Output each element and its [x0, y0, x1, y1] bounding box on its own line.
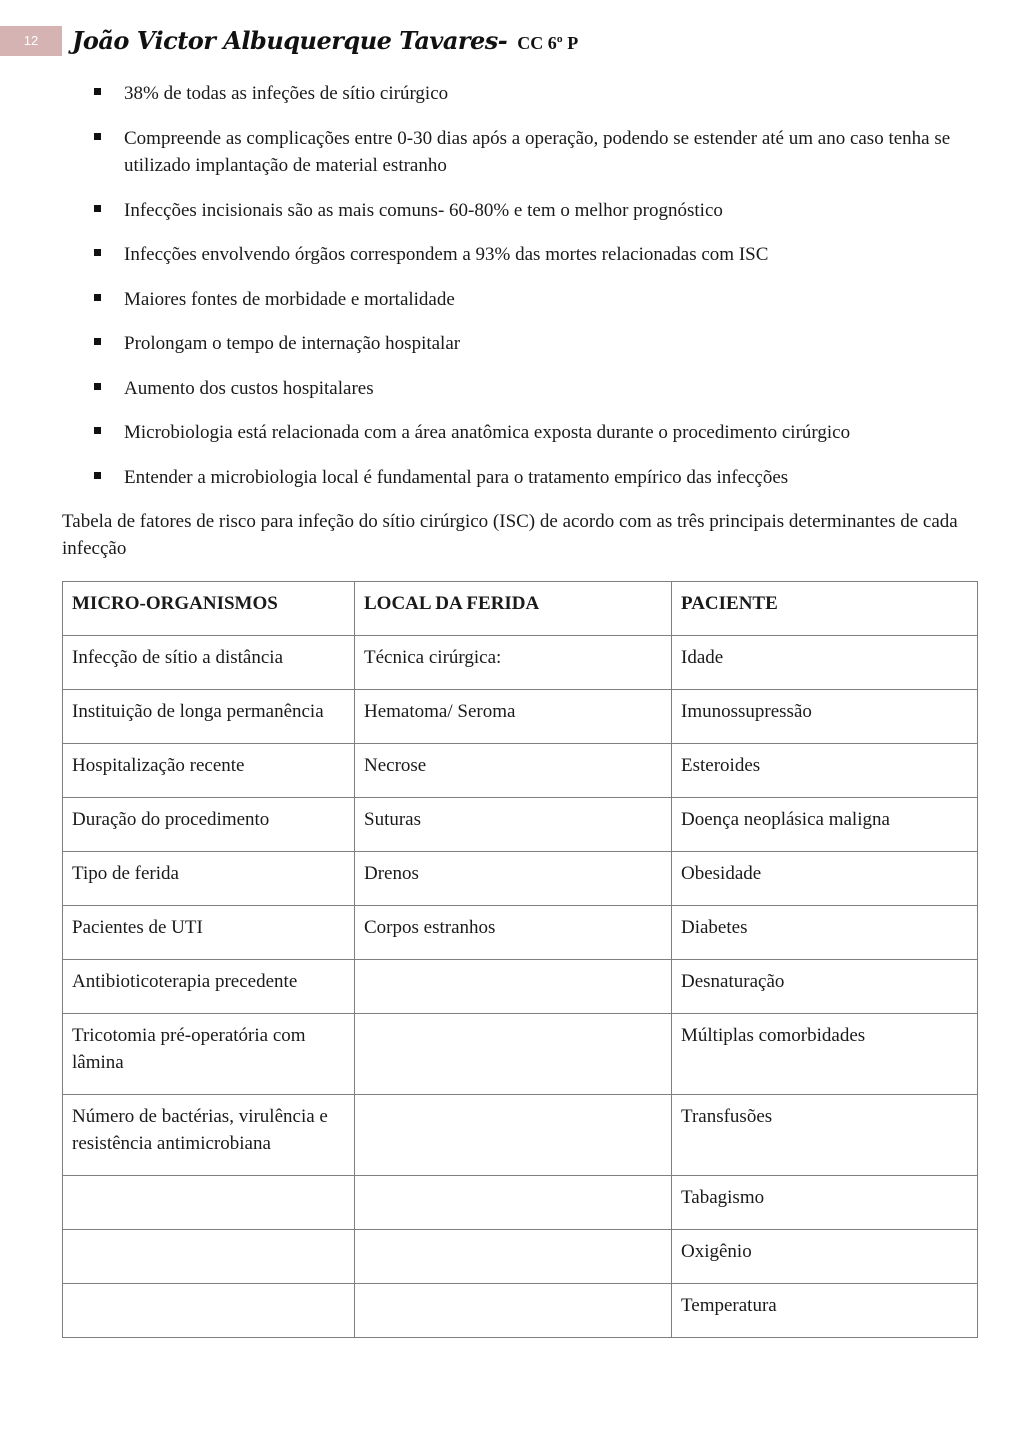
bullet-square-icon [94, 472, 101, 479]
list-item-text: Infecções incisionais são as mais comuns- 60-80% e tem o melhor prognóstico [124, 200, 723, 221]
list-item-text: Prolongam o tempo de internação hospitalar [124, 333, 461, 354]
table-cell [355, 1014, 672, 1095]
list-item-text: 38% de todas as infeções de sítio cirúrgico [124, 83, 449, 104]
table-cell: Necrose [355, 744, 672, 798]
table-cell: Número de bactérias, virulência e resistência antimicrobiana [63, 1095, 355, 1176]
bullet-square-icon [94, 427, 101, 434]
table-cell [63, 1284, 355, 1338]
table-row [63, 1284, 978, 1338]
table-cell: Doença neoplásica maligna [672, 798, 978, 852]
table-row [63, 906, 978, 960]
table-row [63, 690, 978, 744]
page-number: 12 [0, 26, 62, 56]
table-cell [355, 1176, 672, 1230]
bullet-square-icon [94, 88, 101, 95]
bullet-square-icon [94, 294, 101, 301]
table-cell: Suturas [355, 798, 672, 852]
table-cell: Múltiplas comorbidades [672, 1014, 978, 1095]
page-header [72, 26, 578, 62]
column-header-patient: PACIENTE [672, 582, 978, 636]
table-cell: Imunossupressão [672, 690, 978, 744]
table-cell [355, 960, 672, 1014]
course-label: CC 6º P [517, 33, 579, 53]
table-cell: Obesidade [672, 852, 978, 906]
table-cell: Tricotomia pré-operatória com lâmina [63, 1014, 355, 1095]
bullet-square-icon [94, 338, 101, 345]
bullet-square-icon [94, 133, 101, 140]
table-cell: Tipo de ferida [63, 852, 355, 906]
risk-factors-table [62, 581, 978, 1338]
table-row [63, 1014, 978, 1095]
table-row [63, 1176, 978, 1230]
column-header-wound-site: LOCAL DA FERIDA [355, 582, 672, 636]
table-cell [355, 1230, 672, 1284]
table-cell: Corpos estranhos [355, 906, 672, 960]
table-cell [355, 1095, 672, 1176]
table-cell: Desnaturação [672, 960, 978, 1014]
table-cell: Diabetes [672, 906, 978, 960]
table-cell: Pacientes de UTI [63, 906, 355, 960]
table-row [63, 960, 978, 1014]
list-item-text: Compreende as complicações entre 0-30 dias após a operação, podendo se estender até um ano caso tenha se utilizado implantação de material estranho [124, 128, 951, 176]
table-cell: Oxigênio [672, 1230, 978, 1284]
table-cell: Instituição de longa permanência [63, 690, 355, 744]
table-cell: Transfusões [672, 1095, 978, 1176]
table-cell: Duração do procedimento [63, 798, 355, 852]
table-cell: Drenos [355, 852, 672, 906]
list-item-text: Infecções envolvendo órgãos correspondem a 93% das mortes relacionadas com ISC [124, 244, 769, 265]
list-item-text: Maiores fontes de morbidade e mortalidade [124, 289, 455, 310]
bullet-square-icon [94, 249, 101, 256]
table-cell: Técnica cirúrgica: [355, 636, 672, 690]
table-row [63, 744, 978, 798]
table-row [63, 1095, 978, 1176]
table-cell: Idade [672, 636, 978, 690]
table-row [63, 852, 978, 906]
list-item-text: Microbiologia está relacionada com a área anatômica exposta durante o procedimento cirúrgico [124, 422, 851, 443]
table-row [63, 798, 978, 852]
table-cell [355, 1284, 672, 1338]
table-cell: Hematoma/ Seroma [355, 690, 672, 744]
table-cell: Infecção de sítio a distância [63, 636, 355, 690]
table-cell [63, 1230, 355, 1284]
table-cell: Antibioticoterapia precedente [63, 960, 355, 1014]
author-name: João Victor Albuquerque Tavares- [72, 26, 508, 55]
table-cell: Tabagismo [672, 1176, 978, 1230]
bullet-square-icon [94, 383, 101, 390]
table-cell: Temperatura [672, 1284, 978, 1338]
table-cell [63, 1176, 355, 1230]
bullet-square-icon [94, 205, 101, 212]
table-header-row [63, 582, 978, 636]
list-item-text: Entender a microbiologia local é fundamental para o tratamento empírico das infecções [124, 467, 789, 488]
list-item-text: Aumento dos custos hospitalares [124, 378, 374, 399]
table-row [63, 1230, 978, 1284]
column-header-microorganisms: MICRO-ORGANISMOS [63, 582, 355, 636]
table-caption: Tabela de fatores de risco para infeção do sítio cirúrgico (ISC) de acordo com as três principais determinantes de cada infecção [62, 511, 958, 559]
table-cell: Hospitalização recente [63, 744, 355, 798]
table-cell: Esteroides [672, 744, 978, 798]
table-row [63, 636, 978, 690]
